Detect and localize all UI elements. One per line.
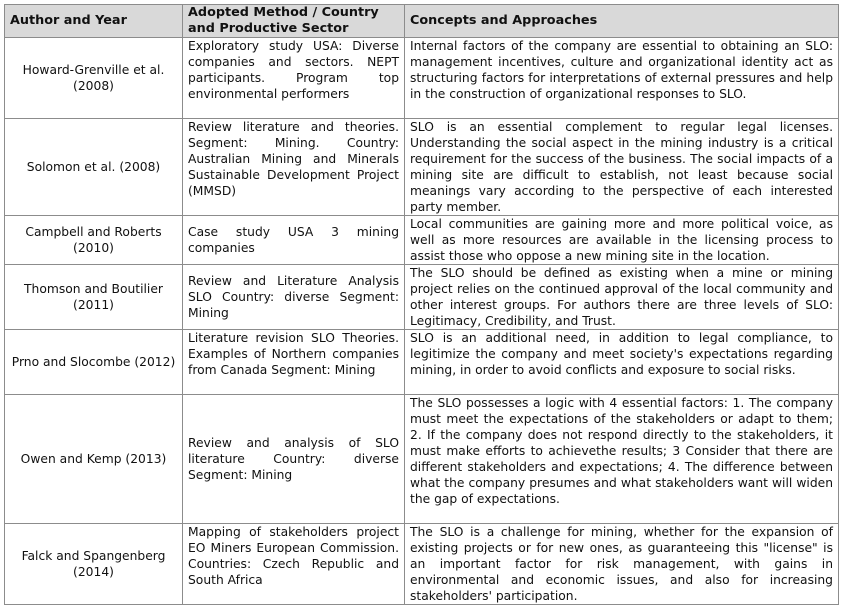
concepts-cell: The SLO should be defined as existing when a mine or mining project relies on the continued approval of the local community and other interest groups. For authors there are three levels of SLO: Legitimacy, Credibility, and Trust. bbox=[405, 265, 839, 330]
author-cell: Prno and Slocombe (2012) bbox=[5, 330, 183, 395]
header-method: Adopted Method / Country and Productive Sector bbox=[183, 5, 405, 38]
method-cell: Exploratory study USA: Diverse companies and sectors. NEPT participants. Program top environmental performers bbox=[183, 38, 405, 119]
header-author-year: Author and Year bbox=[5, 5, 183, 38]
table-row bbox=[5, 395, 839, 524]
method-cell: Literature revision SLO Theories. Examples of Northern companies from Canada Segment: Mining bbox=[183, 330, 405, 395]
concepts-cell: The SLO possesses a logic with 4 essential factors: 1. The company must meet the expectations of the stakeholders or adapt to them; 2. If the company does not respond directly to the stakeholders, it must make efforts to achievethe results; 3 Consider that there are different stakeholders and expectations; 4. The difference between what the company presumes and what stakeholders want will widen the gap of expectations. bbox=[405, 395, 839, 524]
author-cell: Howard-Grenville et al. (2008) bbox=[5, 38, 183, 119]
method-cell: Mapping of stakeholders project EO Miners European Commission. Countries: Czech Republic and South Africa bbox=[183, 524, 405, 605]
header-row bbox=[5, 5, 839, 38]
concepts-cell: The SLO is a challenge for mining, whether for the expansion of existing projects or for new ones, as guaranteeing this "license" is an important factor for risk management, with gains in environmental and economic issues, and also for increasing stakeholders' participation. bbox=[405, 524, 839, 605]
table-row bbox=[5, 38, 839, 119]
method-cell: Review and analysis of SLO literature Country: diverse Segment: Mining bbox=[183, 395, 405, 524]
method-cell: Review and Literature Analysis SLO Country: diverse Segment: Mining bbox=[183, 265, 405, 330]
author-cell: Owen and Kemp (2013) bbox=[5, 395, 183, 524]
concepts-cell: Local communities are gaining more and more political voice, as well as more resources are available in the licensing process to assist those who oppose a new mining site in the location. bbox=[405, 216, 839, 265]
author-cell: Campbell and Roberts (2010) bbox=[5, 216, 183, 265]
author-cell: Thomson and Boutilier (2011) bbox=[5, 265, 183, 330]
literature-review-table bbox=[4, 4, 839, 605]
author-cell: Solomon et al. (2008) bbox=[5, 119, 183, 216]
table-row bbox=[5, 216, 839, 265]
table-row bbox=[5, 330, 839, 395]
concepts-cell: SLO is an additional need, in addition to legal compliance, to legitimize the company and meet society's expectations regarding mining, in order to avoid conflicts and exposure to social risks. bbox=[405, 330, 839, 395]
method-cell: Case study USA 3 mining companies bbox=[183, 216, 405, 265]
table-row bbox=[5, 119, 839, 216]
header-concepts: Concepts and Approaches bbox=[405, 5, 839, 38]
concepts-cell: SLO is an essential complement to regular legal licenses. Understanding the social aspect in the mining industry is a critical requirement for the success of the business. The social impacts of a mining site are difficult to establish, not least because social meanings vary according to the perspective of each interested party member. bbox=[405, 119, 839, 216]
table-row bbox=[5, 524, 839, 605]
method-cell: Review literature and theories. Segment: Mining. Country: Australian Mining and Minerals Sustainable Development Project (MMSD) bbox=[183, 119, 405, 216]
author-cell: Falck and Spangenberg (2014) bbox=[5, 524, 183, 605]
concepts-cell: Internal factors of the company are essential to obtaining an SLO: management incentives, culture and organizational identity act as structuring factors for interpretations of external pressures and help in the construction of organizational responses to SLO. bbox=[405, 38, 839, 119]
table-row bbox=[5, 265, 839, 330]
